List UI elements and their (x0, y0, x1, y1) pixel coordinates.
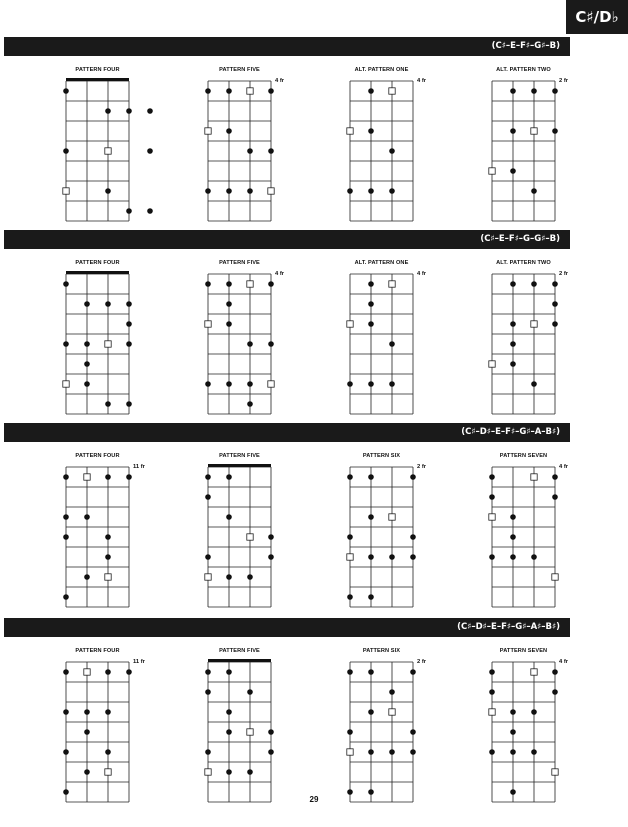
root-note-marker (347, 128, 353, 134)
pattern-title: PATTERN SEVEN (499, 453, 548, 459)
root-note-marker (205, 574, 211, 580)
note-dot (205, 188, 211, 194)
root-note-marker (205, 769, 211, 775)
root-note-marker (63, 381, 69, 387)
note-dot (84, 381, 90, 387)
root-note-marker (247, 88, 253, 94)
note-dot (410, 749, 416, 755)
fret-position-label: 4 fr (275, 78, 285, 84)
note-dot (368, 128, 374, 134)
note-dot (268, 534, 274, 540)
note-dot (105, 669, 111, 675)
fretboard-diagram (350, 81, 413, 221)
note-dot (268, 341, 274, 347)
note-dot (368, 514, 374, 520)
fret-position-label: 2 fr (417, 659, 427, 665)
note-dot (126, 301, 132, 307)
note-dot (126, 401, 132, 407)
note-dot (84, 361, 90, 367)
fret-position-label: 11 fr (133, 659, 145, 665)
note-dot (84, 341, 90, 347)
pattern-title: PATTERN SIX (362, 648, 401, 654)
note-dot (268, 554, 274, 560)
note-dot (205, 749, 211, 755)
fretboard-diagram (350, 274, 413, 414)
root-note-marker (552, 769, 558, 775)
fretboard-diagram (208, 467, 271, 607)
note-dot (552, 494, 558, 500)
fret-position-label: 4 fr (559, 659, 569, 665)
note-dot (368, 789, 374, 795)
note-dot (347, 789, 353, 795)
root-note-marker (84, 474, 90, 480)
note-dot (531, 88, 537, 94)
note-dot (205, 474, 211, 480)
note-dot (368, 474, 374, 480)
note-dot (389, 188, 395, 194)
note-dot (531, 188, 537, 194)
root-note-marker (531, 669, 537, 675)
note-dot (510, 554, 516, 560)
note-dot (552, 669, 558, 675)
fretboard-diagram (492, 467, 555, 607)
pattern-title: PATTERN FOUR (75, 260, 120, 266)
note-dot (126, 208, 132, 214)
note-dot (368, 381, 374, 387)
note-dot (147, 208, 153, 214)
note-dot (63, 514, 69, 520)
root-note-marker (389, 709, 395, 715)
root-note-marker (389, 281, 395, 287)
note-dot (205, 554, 211, 560)
nut-bar (208, 659, 271, 662)
note-dot (531, 709, 537, 715)
fretboard-diagram (66, 467, 129, 607)
note-dot (226, 128, 232, 134)
scale-formula: (C♯–E–F♯–G–G♯–B) (480, 234, 560, 244)
note-dot (63, 281, 69, 287)
fretboard-diagram (66, 662, 129, 802)
note-dot (147, 148, 153, 154)
note-dot (84, 514, 90, 520)
note-dot (247, 148, 253, 154)
note-dot (510, 321, 516, 327)
note-dot (226, 514, 232, 520)
note-dot (531, 749, 537, 755)
note-dot (510, 534, 516, 540)
scale-formula: (C♯–D♯–E–F♯–G♯–A–B♯) (461, 427, 560, 437)
note-dot (63, 88, 69, 94)
fret-position-label: 4 fr (417, 78, 427, 84)
note-dot (63, 709, 69, 715)
note-dot (105, 401, 111, 407)
note-dot (510, 128, 516, 134)
note-dot (205, 494, 211, 500)
page-number: 29 (309, 795, 319, 804)
note-dot (226, 301, 232, 307)
note-dot (63, 474, 69, 480)
note-dot (205, 281, 211, 287)
note-dot (84, 709, 90, 715)
fret-position-label: 2 fr (559, 78, 569, 84)
note-dot (105, 749, 111, 755)
note-dot (247, 188, 253, 194)
note-dot (347, 534, 353, 540)
note-dot (105, 108, 111, 114)
note-dot (247, 401, 253, 407)
note-dot (63, 341, 69, 347)
note-dot (126, 321, 132, 327)
note-dot (226, 381, 232, 387)
note-dot (510, 88, 516, 94)
fret-position-label: 4 fr (417, 271, 427, 277)
note-dot (510, 281, 516, 287)
root-note-marker (247, 729, 253, 735)
note-dot (268, 148, 274, 154)
scale-formula: (C♯–D♯–E–F♯–G♯–A♯–B♯) (457, 622, 560, 632)
note-dot (63, 534, 69, 540)
note-dot (389, 689, 395, 695)
fretboard-diagram (492, 81, 555, 221)
note-dot (84, 574, 90, 580)
root-note-marker (552, 574, 558, 580)
note-dot (268, 281, 274, 287)
note-dot (347, 188, 353, 194)
note-dot (105, 554, 111, 560)
root-note-marker (268, 188, 274, 194)
pattern-title: PATTERN FIVE (219, 648, 260, 654)
root-note-marker (247, 534, 253, 540)
note-dot (389, 148, 395, 154)
note-dot (389, 554, 395, 560)
fretboard-diagram (350, 662, 413, 802)
root-note-marker (105, 148, 111, 154)
note-dot (63, 749, 69, 755)
note-dot (552, 281, 558, 287)
note-dot (226, 321, 232, 327)
note-dot (410, 534, 416, 540)
note-dot (247, 769, 253, 775)
note-dot (552, 321, 558, 327)
root-note-marker (105, 341, 111, 347)
note-dot (105, 709, 111, 715)
fretboard-diagram (66, 274, 129, 414)
root-note-marker (531, 474, 537, 480)
fretboard-diagram (350, 467, 413, 607)
note-dot (226, 188, 232, 194)
pattern-title: PATTERN SIX (362, 453, 401, 459)
root-note-marker (105, 574, 111, 580)
root-note-marker (347, 321, 353, 327)
note-dot (347, 669, 353, 675)
root-note-marker (347, 554, 353, 560)
note-dot (510, 514, 516, 520)
note-dot (347, 381, 353, 387)
root-note-marker (531, 321, 537, 327)
root-note-marker (489, 514, 495, 520)
note-dot (368, 281, 374, 287)
root-note-marker (489, 168, 495, 174)
fretboard-diagram (492, 274, 555, 414)
fret-position-label: 2 fr (417, 464, 427, 470)
note-dot (105, 534, 111, 540)
note-dot (368, 188, 374, 194)
scale-formula: (C♯–E–F♯–G♯–B) (491, 41, 560, 51)
root-note-marker (84, 669, 90, 675)
note-dot (510, 709, 516, 715)
note-dot (489, 669, 495, 675)
fretboard-diagram (66, 81, 129, 221)
note-dot (410, 729, 416, 735)
note-dot (531, 381, 537, 387)
note-dot (510, 168, 516, 174)
root-note-marker (205, 321, 211, 327)
note-dot (552, 689, 558, 695)
pattern-title: ALT. PATTERN TWO (496, 67, 551, 73)
note-dot (84, 769, 90, 775)
fret-position-label: 4 fr (559, 464, 569, 470)
note-dot (268, 749, 274, 755)
section-banner (4, 37, 570, 56)
note-dot (226, 474, 232, 480)
note-dot (368, 554, 374, 560)
fret-position-label: 2 fr (559, 271, 569, 277)
note-dot (226, 729, 232, 735)
root-note-marker (63, 188, 69, 194)
root-note-marker (205, 128, 211, 134)
note-dot (368, 709, 374, 715)
fret-position-label: 4 fr (275, 271, 285, 277)
note-dot (226, 574, 232, 580)
note-dot (489, 689, 495, 695)
note-dot (531, 554, 537, 560)
note-dot (389, 749, 395, 755)
note-dot (84, 301, 90, 307)
section-banner (4, 230, 570, 249)
note-dot (268, 88, 274, 94)
note-dot (552, 474, 558, 480)
pattern-title: PATTERN FIVE (219, 453, 260, 459)
note-dot (389, 341, 395, 347)
note-dot (205, 669, 211, 675)
note-dot (531, 281, 537, 287)
root-note-marker (531, 128, 537, 134)
note-dot (147, 108, 153, 114)
note-dot (105, 188, 111, 194)
note-dot (368, 594, 374, 600)
root-note-marker (347, 749, 353, 755)
pattern-title: PATTERN FIVE (219, 67, 260, 73)
note-dot (410, 669, 416, 675)
note-dot (247, 689, 253, 695)
note-dot (226, 769, 232, 775)
note-dot (368, 88, 374, 94)
note-dot (368, 749, 374, 755)
fretboard-diagram (208, 274, 271, 414)
pattern-title: PATTERN SEVEN (499, 648, 548, 654)
note-dot (126, 108, 132, 114)
note-dot (489, 474, 495, 480)
note-dot (510, 729, 516, 735)
pattern-title: PATTERN FIVE (219, 260, 260, 266)
fretboard-diagram (492, 662, 555, 802)
note-dot (205, 689, 211, 695)
pattern-title: PATTERN FOUR (75, 648, 120, 654)
note-dot (368, 321, 374, 327)
fretboard-diagram (208, 81, 271, 221)
note-dot (489, 494, 495, 500)
note-dot (84, 729, 90, 735)
note-dot (205, 381, 211, 387)
root-note-marker (389, 88, 395, 94)
root-note-marker (489, 361, 495, 367)
note-dot (410, 554, 416, 560)
note-dot (552, 128, 558, 134)
note-dot (247, 574, 253, 580)
root-note-marker (389, 514, 395, 520)
nut-bar (66, 78, 129, 81)
note-dot (63, 594, 69, 600)
note-dot (489, 749, 495, 755)
nut-bar (208, 464, 271, 467)
note-dot (510, 361, 516, 367)
note-dot (389, 381, 395, 387)
pattern-title: PATTERN FOUR (75, 453, 120, 459)
note-dot (226, 281, 232, 287)
note-dot (247, 341, 253, 347)
note-dot (552, 88, 558, 94)
note-dot (126, 474, 132, 480)
root-note-marker (105, 769, 111, 775)
pattern-title: ALT. PATTERN ONE (354, 67, 409, 73)
note-dot (410, 474, 416, 480)
note-dot (347, 729, 353, 735)
key-tab: C♯/D♭ (566, 0, 628, 34)
note-dot (126, 341, 132, 347)
note-dot (226, 669, 232, 675)
note-dot (368, 301, 374, 307)
pattern-title: ALT. PATTERN ONE (354, 260, 409, 266)
root-note-marker (489, 709, 495, 715)
section-banner (4, 423, 570, 442)
fretboard-diagram (208, 662, 271, 802)
note-dot (347, 594, 353, 600)
fret-position-label: 11 fr (133, 464, 145, 470)
note-dot (226, 709, 232, 715)
note-dot (105, 301, 111, 307)
pattern-title: PATTERN FOUR (75, 67, 120, 73)
pattern-title: ALT. PATTERN TWO (496, 260, 551, 266)
note-dot (126, 669, 132, 675)
note-dot (63, 789, 69, 795)
note-dot (63, 669, 69, 675)
note-dot (489, 554, 495, 560)
root-note-marker (247, 281, 253, 287)
note-dot (347, 474, 353, 480)
note-dot (247, 381, 253, 387)
note-dot (268, 729, 274, 735)
note-dot (552, 301, 558, 307)
note-dot (510, 789, 516, 795)
section-banner (4, 618, 570, 637)
root-note-marker (268, 381, 274, 387)
note-dot (510, 341, 516, 347)
nut-bar (66, 271, 129, 274)
note-dot (510, 749, 516, 755)
note-dot (226, 88, 232, 94)
note-dot (63, 148, 69, 154)
note-dot (105, 474, 111, 480)
note-dot (205, 88, 211, 94)
note-dot (368, 669, 374, 675)
